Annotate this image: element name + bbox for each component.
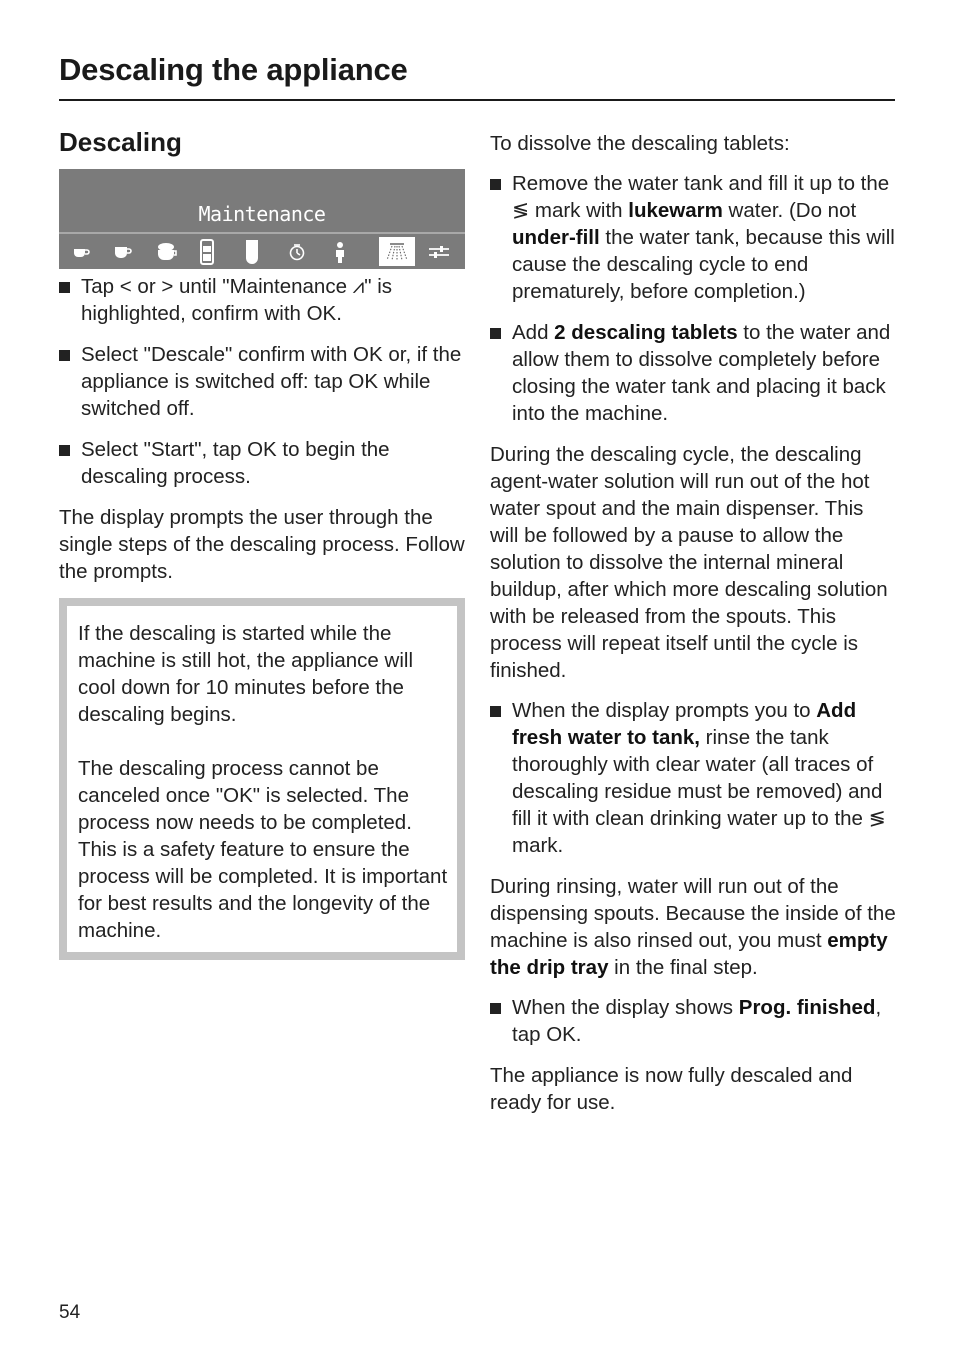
step-item: [59, 273, 465, 327]
espresso-icon: [63, 235, 99, 269]
right-column: [490, 130, 896, 1129]
text-run: to the water and allow them to dissolve completely before closing the water tank and placing it back into the machine.: [512, 321, 891, 425]
display-separator: [59, 232, 465, 234]
step-item: [59, 341, 465, 422]
bold-text: 2 descaling tablets: [554, 321, 738, 344]
page-title: Descaling the appliance: [59, 52, 408, 87]
text-run: , tap OK.: [512, 996, 882, 1046]
note-paragraph: The descaling process cannot be canceled once "OK" is selected. The process now needs to be completed. This is a safety feature to ensure the process will be completed. It is important for best results and the longevity of the machine.: [78, 757, 448, 942]
text-run: in the final step.: [608, 956, 758, 979]
text-run: During rinsing, water will run out of the dispensing spouts. Because the inside of the machine is also rinsed out, you must: [490, 875, 896, 952]
bullet-icon: [490, 1003, 501, 1014]
bold-text: lukewarm: [628, 199, 723, 222]
coffee-icon: [105, 235, 141, 269]
text-run: water. (Do not: [722, 199, 857, 222]
rinse-paragraph: [490, 873, 896, 981]
title-rule: [59, 99, 895, 101]
display-title: Maintenance: [198, 202, 326, 226]
latte-icon: [189, 235, 225, 269]
section-heading: Descaling: [59, 127, 182, 157]
step-item: [59, 436, 465, 490]
step-item: [490, 170, 896, 305]
bullet-icon: [490, 328, 501, 339]
step-text: Select "Descale" confirm with OK or, if the appliance is switched off: tap OK while switched off.: [81, 343, 462, 420]
note-box: [59, 598, 465, 960]
bold-text: empty the drip tray: [490, 929, 888, 979]
text-run: When the display shows: [512, 996, 739, 1019]
appliance-display: [59, 169, 465, 269]
cycle-paragraph: During the descaling cycle, the descaling agent-water solution will run out of the hot water spout and the main dispenser. This will be followed by a pause to allow the solution to dissolve the internal mineral buildup, after which more descaling solution with be released from the spouts. This process will repeat itself until the cycle is finished.: [490, 443, 888, 682]
step-item: [490, 994, 896, 1048]
step-item: [490, 697, 896, 859]
bullet-icon: [490, 179, 501, 190]
bullet-icon: [59, 445, 70, 456]
step-text: Select "Start", tap OK to begin the descaling process.: [81, 438, 390, 488]
bold-text: Add fresh water to tank,: [512, 699, 857, 749]
settings-icon: [421, 235, 457, 269]
milk-icon: [234, 235, 270, 269]
maintenance-icon: [379, 237, 415, 266]
bold-text: Prog. finished: [738, 996, 876, 1019]
intro-paragraph: To dissolve the descaling tablets:: [490, 132, 790, 155]
text-run: rinse the tank thoroughly with clear water (all traces of descaling residue must be removed) and fill it with clean drinking water up to the ≶ mark.: [512, 726, 886, 857]
text-run: Remove the water tank and fill it up to the ≶ mark with: [512, 172, 890, 222]
text-run: When the display prompts you to: [512, 699, 817, 722]
timer-icon: [279, 235, 315, 269]
user-icon: [322, 235, 358, 269]
page-number: 54: [59, 1302, 81, 1323]
step-item: [490, 319, 896, 427]
left-column: [59, 128, 465, 960]
bullet-icon: [59, 350, 70, 361]
cappuccino-icon: [149, 235, 185, 269]
text-run: the water tank, because this will cause the descaling cycle to end prematurely, before completion.): [512, 226, 895, 303]
bullet-icon: [490, 706, 501, 717]
prompt-paragraph: The display prompts the user through the single steps of the descaling process. Follow the prompts.: [59, 506, 465, 583]
display-icon-bar: [59, 235, 465, 269]
final-paragraph: The appliance is now fully descaled and ready for use.: [490, 1064, 853, 1114]
bullet-icon: [59, 282, 70, 293]
bold-text: under-fill: [512, 226, 600, 249]
step-text: Tap < or > until "Maintenance ⩘" is highlighted, confirm with OK.: [81, 275, 393, 325]
note-paragraph: If the descaling is started while the machine is still hot, the appliance will cool down for 10 minutes before the descaling begins.: [78, 622, 413, 726]
text-run: Add: [512, 321, 555, 344]
